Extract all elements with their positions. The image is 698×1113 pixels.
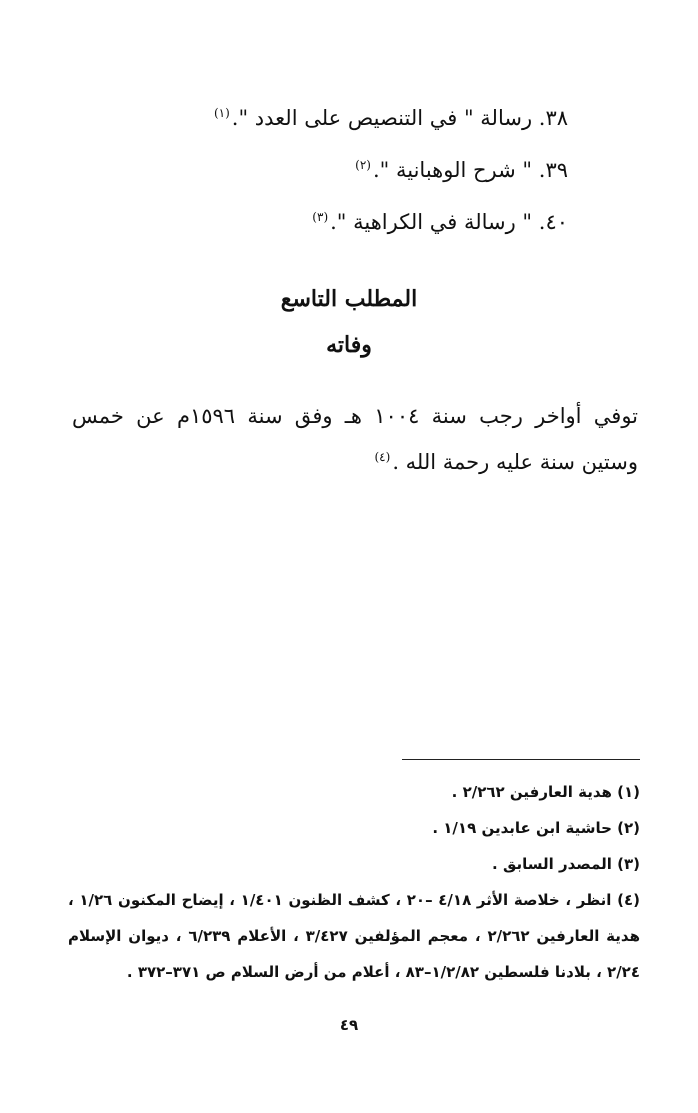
footnote-ref: (٢): [355, 158, 371, 172]
footnote: (١) هدية العارفين ٢/٢٦٢ .: [451, 783, 640, 801]
footnote-ref: (٤): [374, 450, 391, 464]
footnote: (٣) المصدر السابق .: [492, 855, 640, 873]
footnote: (٢) حاشية ابن عابدين ١/١٩ .: [432, 819, 640, 837]
footnotes: [68, 774, 640, 990]
list-item: [98, 92, 568, 144]
footnote-divider: [402, 759, 640, 760]
works-list: [98, 92, 568, 248]
footnote: (٤) انظر ، خلاصة الأثر ٤/١٨ –٢٠ ، كشف الظنون ١/٤٠١ ، إيضاح المكنون ١/٢٦ ، هدية العارفين ٢/٢٦٢ ، معجم المؤلفين ٣/٤٢٧ ، الأعلام ٦/٢٣٩ ، ديوان الإسلام ٢/٢٤ ، بلادنا فلسطين ١/٢/٨٢–٨٣ ، أعلام من أرض السلام ص ٣٧١–٣٧٢ .: [68, 891, 641, 981]
footnote-ref: (٣): [312, 210, 329, 224]
list-item: [98, 196, 568, 248]
subheading: وفاته: [326, 332, 372, 358]
section-heading: المطلب التاسع: [280, 286, 418, 312]
page-number: ٤٩: [339, 1016, 359, 1034]
list-item: [98, 144, 568, 196]
list-item-text: ٣٨. رسالة " في التنصيص على العدد ".: [231, 106, 568, 130]
list-item-text: ٤٠. " رسالة في الكراهية ".: [330, 210, 568, 234]
list-item-text: ٣٩. " شرح الوهبانية ".: [372, 158, 568, 182]
footnote-ref: (١): [213, 106, 230, 120]
body-paragraph: [72, 393, 638, 485]
body-text: توفي أواخر رجب سنة ١٠٠٤ هـ وفق سنة ١٥٩٦م عن خمس وستين سنة عليه رحمة الله .: [72, 404, 639, 474]
